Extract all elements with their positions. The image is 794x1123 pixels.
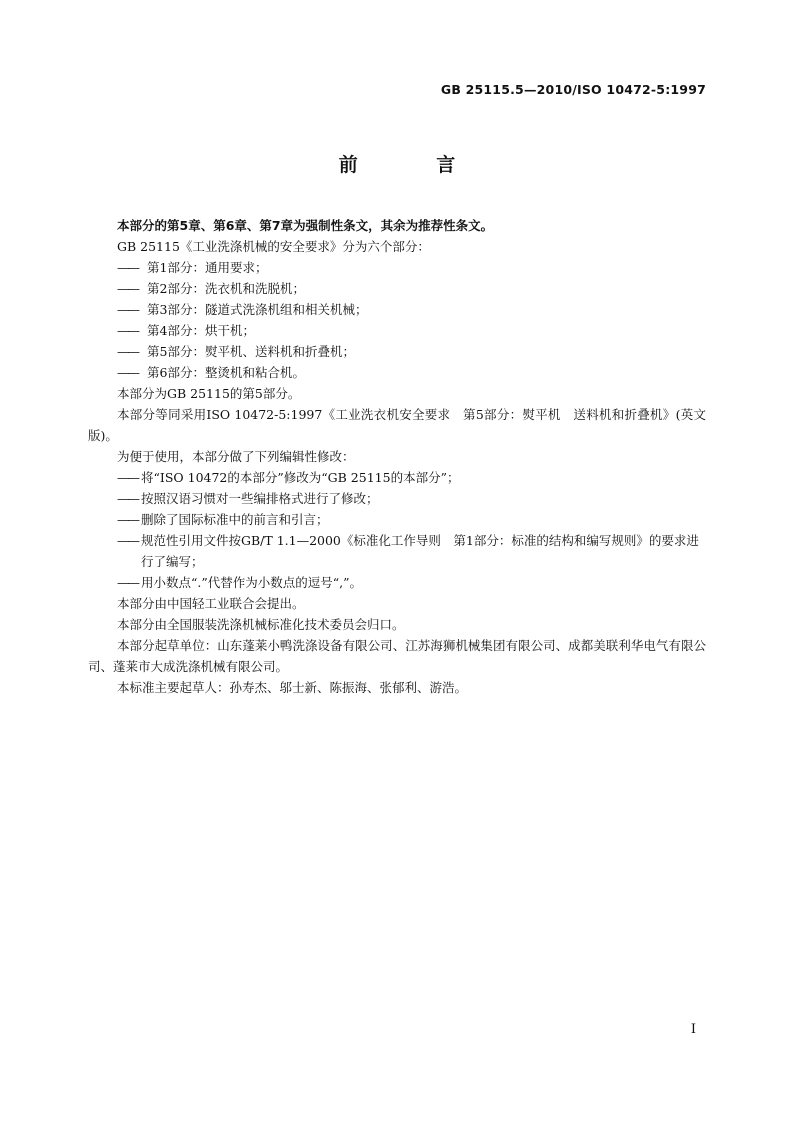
mandatory-clause-statement: 本部分的第5章、第6章、第7章为强制性条文，其余为推荐性条文。	[117, 218, 494, 233]
page-number: I	[690, 1022, 696, 1037]
edit-list-item: —— 按照汉语习惯对一些编排格式进行了修改；	[88, 488, 706, 509]
dash-mark: ——	[117, 344, 138, 359]
edit-list-item: —— 用小数点“.”代替作为小数点的逗号“,”。	[88, 572, 706, 593]
foreword-body	[88, 215, 706, 698]
dash-mark: ——	[117, 533, 138, 548]
part-list-item: —— 第4部分：烘干机；	[88, 320, 706, 341]
dash-mark: ——	[117, 365, 138, 380]
dash-mark: ——	[117, 512, 138, 527]
part-statement: 本部分为GB 25115的第5部分。	[117, 386, 301, 401]
part-list-item: —— 第3部分：隧道式洗涤机组和相关机械；	[88, 299, 706, 320]
dash-mark: ——	[117, 491, 138, 506]
parts-intro: GB 25115《工业洗涤机械的安全要求》分为六个部分：	[117, 239, 430, 254]
drafters: 本标准主要起草人：孙寿杰、邬士新、陈振海、张郁利、游浩。	[117, 680, 468, 695]
part-list-item: —— 第1部分：通用要求；	[88, 257, 706, 278]
edits-intro: 为便于使用，本部分做了下列编辑性修改：	[117, 449, 355, 464]
committee-statement: 本部分由全国服装洗涤机械标准化技术委员会归口。	[117, 617, 405, 632]
page-title: 前 言	[338, 154, 492, 176]
dash-mark: ——	[117, 281, 138, 296]
edit-list-item: —— 规范性引用文件按GB/T 1.1—2000《标准化工作导则 第1部分：标准的结构和编写规则》的要求进行了编写；	[88, 530, 706, 572]
dash-mark: ——	[117, 575, 138, 590]
dash-mark: ——	[117, 323, 138, 338]
part-list-item: —— 第5部分：熨平机、送料机和折叠机；	[88, 341, 706, 362]
drafting-units: 本部分起草单位：山东蓬莱小鸭洗涤设备有限公司、江苏海狮机械集团有限公司、成都美联利华电气有限公司、蓬莱市大成洗涤机械有限公司。	[88, 638, 706, 674]
standard-code-header: GB 25115.5—2010/ISO 10472-5:1997	[440, 82, 706, 97]
dash-mark: ——	[117, 260, 138, 275]
dash-mark: ——	[117, 302, 138, 317]
dash-mark: ——	[117, 470, 138, 485]
part-list-item: —— 第6部分：整烫机和粘合机。	[88, 362, 706, 383]
adoption-statement: 本部分等同采用ISO 10472-5:1997《工业洗衣机安全要求 第5部分：熨平机 送料机和折叠机》(英文版)。	[88, 407, 706, 443]
proposer-statement: 本部分由中国轻工业联合会提出。	[117, 596, 305, 611]
edit-list-item: —— 删除了国际标准中的前言和引言；	[88, 509, 706, 530]
edit-list-item: —— 将“ISO 10472的本部分”修改为“GB 25115的本部分”；	[88, 467, 706, 488]
part-list-item: —— 第2部分：洗衣机和洗脱机；	[88, 278, 706, 299]
